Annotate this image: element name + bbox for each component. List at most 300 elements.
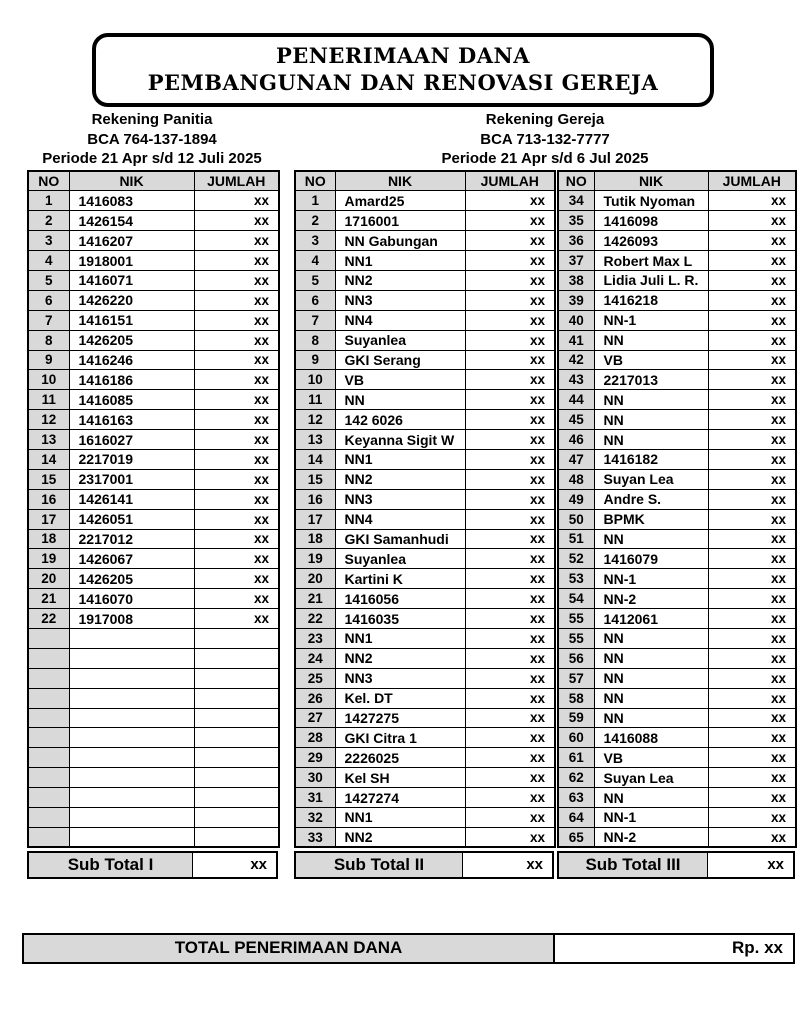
row-no: 64 [558,808,594,828]
table-row [558,788,796,808]
row-no: 16 [28,489,69,509]
row-jumlah: xx [708,569,796,589]
table-row [558,489,796,509]
row-no [28,688,69,708]
row-jumlah: xx [194,489,279,509]
row-no: 9 [28,350,69,370]
row-nik: NN2 [335,469,465,489]
row-no: 14 [295,449,335,469]
row-jumlah: xx [465,529,555,549]
row-nik: Suyan Lea [594,768,708,788]
row-no: 3 [295,231,335,251]
row-no: 48 [558,469,594,489]
row-no: 42 [558,350,594,370]
account-header-gereja [295,110,795,169]
table-row [295,748,555,768]
table-row [28,688,279,708]
column-header-jumlah: JUMLAH [465,171,555,191]
table-row [295,191,555,211]
row-no: 23 [295,628,335,648]
grand-total-value: Rp. xx [731,938,783,957]
row-no: 22 [295,609,335,629]
row-no: 52 [558,549,594,569]
row-nik: NN [594,390,708,410]
row-nik: 1716001 [335,211,465,231]
table-row [28,231,279,251]
table-row [558,350,796,370]
row-nik: NN1 [335,628,465,648]
row-no: 18 [28,529,69,549]
row-nik: NN [594,628,708,648]
table-row [28,310,279,330]
row-jumlah: xx [465,648,555,668]
row-no [28,708,69,728]
row-jumlah: xx [465,211,555,231]
row-no: 1 [295,191,335,211]
row-jumlah: xx [194,449,279,469]
row-nik: 1416035 [335,609,465,629]
row-jumlah: xx [465,569,555,589]
row-no: 38 [558,270,594,290]
table-row [558,410,796,430]
table-row [558,310,796,330]
row-jumlah: xx [194,529,279,549]
table-row [28,529,279,549]
account-period: Periode 21 Apr s/d 12 Juli 2025 [42,150,262,167]
row-nik [69,628,194,648]
row-nik: 1426205 [69,330,194,350]
row-nik: NN3 [335,489,465,509]
row-jumlah: xx [708,270,796,290]
row-jumlah: xx [708,290,796,310]
row-nik [69,648,194,668]
row-jumlah: xx [465,748,555,768]
table-row [28,628,279,648]
table-row [558,191,796,211]
row-jumlah: xx [708,509,796,529]
row-nik: VB [594,748,708,768]
table-row [295,350,555,370]
row-nik [69,748,194,768]
table-row [28,708,279,728]
table-row [558,270,796,290]
row-no: 31 [295,788,335,808]
row-jumlah: xx [465,509,555,529]
row-jumlah [194,648,279,668]
row-no: 63 [558,788,594,808]
row-jumlah: xx [194,211,279,231]
row-jumlah: xx [194,350,279,370]
row-no: 27 [295,708,335,728]
table-row [28,489,279,509]
table-row [295,648,555,668]
table-row [295,270,555,290]
account-header-panitia [20,110,284,169]
row-jumlah [194,728,279,748]
row-jumlah: xx [465,688,555,708]
table-row [28,191,279,211]
row-nik: Andre S. [594,489,708,509]
row-no: 7 [295,310,335,330]
table-row [28,469,279,489]
table-row [28,251,279,271]
row-nik: 1426051 [69,509,194,529]
row-jumlah: xx [465,290,555,310]
table-column-1 [27,170,278,879]
row-no: 12 [295,410,335,430]
table-row [558,609,796,629]
table-row [295,509,555,529]
table-row [28,648,279,668]
row-no: 10 [295,370,335,390]
row-nik: 1416083 [69,191,194,211]
table-row [295,231,555,251]
row-no: 30 [295,768,335,788]
document-title-line-1: PENERIMAAN DANA [275,43,531,68]
row-jumlah: xx [708,808,796,828]
row-no: 20 [28,569,69,589]
row-nik: NN-2 [594,589,708,609]
table-row [28,270,279,290]
row-no: 1 [28,191,69,211]
row-nik: VB [594,350,708,370]
row-jumlah: xx [708,370,796,390]
row-nik: Suyan Lea [594,469,708,489]
row-no: 37 [558,251,594,271]
row-no: 61 [558,748,594,768]
column-header-no: NO [28,171,69,191]
account-name: Rekening Panitia [91,111,213,128]
table-row [28,668,279,688]
document-title-line-2: PEMBANGUNAN DAN RENOVASI GEREJA [147,70,659,95]
row-jumlah: xx [465,808,555,828]
row-nik: Lidia Juli L. R. [594,270,708,290]
row-no: 46 [558,430,594,450]
table-row [28,827,279,847]
row-jumlah: xx [194,310,279,330]
row-no: 22 [28,609,69,629]
row-no: 43 [558,370,594,390]
row-jumlah: xx [708,529,796,549]
row-nik: 1426154 [69,211,194,231]
table-row [558,728,796,748]
row-jumlah: xx [194,509,279,529]
row-jumlah [194,788,279,808]
table-row [295,589,555,609]
column-header-nik: NIK [594,171,708,191]
row-no: 4 [295,251,335,271]
row-no: 5 [295,270,335,290]
row-no: 60 [558,728,594,748]
row-no: 44 [558,390,594,410]
row-nik: Kel. DT [335,688,465,708]
table-row [295,370,555,390]
row-nik: 1416186 [69,370,194,390]
table-row [558,211,796,231]
row-jumlah: xx [708,449,796,469]
row-no [28,668,69,688]
row-jumlah [194,768,279,788]
row-nik: 1416070 [69,589,194,609]
row-nik: NN [594,708,708,728]
row-nik: NN Gabungan [335,231,465,251]
row-jumlah: xx [194,569,279,589]
subtotal-row-2 [294,851,554,879]
row-jumlah: xx [708,410,796,430]
table-row [295,251,555,271]
table-row [28,330,279,350]
row-nik: NN1 [335,808,465,828]
table-row [295,827,555,847]
row-jumlah [194,708,279,728]
row-nik: 1426220 [69,290,194,310]
column-header-jumlah: JUMLAH [194,171,279,191]
row-no: 24 [295,648,335,668]
row-jumlah: xx [708,589,796,609]
table-row [558,808,796,828]
table-row [295,410,555,430]
row-jumlah: xx [194,251,279,271]
row-jumlah: xx [465,489,555,509]
table-row [28,410,279,430]
table-row [28,211,279,231]
table-row [295,708,555,728]
row-jumlah: xx [708,231,796,251]
row-nik: 2217013 [594,370,708,390]
row-jumlah: xx [465,449,555,469]
row-nik: NN-1 [594,310,708,330]
row-jumlah: xx [708,768,796,788]
row-nik: 1416182 [594,449,708,469]
table-row [558,430,796,450]
table-row [558,549,796,569]
row-nik: 1918001 [69,251,194,271]
table-row [558,449,796,469]
row-nik: NN [335,390,465,410]
column-header-jumlah: JUMLAH [708,171,796,191]
row-jumlah: xx [465,310,555,330]
row-no: 7 [28,310,69,330]
row-nik [69,728,194,748]
table-row [295,330,555,350]
row-nik [69,708,194,728]
table-row [28,509,279,529]
row-jumlah: xx [465,549,555,569]
row-nik: 2317001 [69,469,194,489]
table-row [28,768,279,788]
row-nik: 2217019 [69,449,194,469]
row-nik: NN [594,330,708,350]
row-no [28,748,69,768]
row-jumlah: xx [465,609,555,629]
row-no: 19 [295,549,335,569]
row-nik: Suyanlea [335,549,465,569]
row-nik: NN [594,430,708,450]
account-number: BCA 764-137-1894 [87,130,217,148]
row-nik: NN [594,529,708,549]
account-name: Rekening Gereja [485,111,605,128]
row-nik: NN [594,648,708,668]
row-nik: NN-1 [594,569,708,589]
row-jumlah: xx [708,688,796,708]
row-no: 13 [28,430,69,450]
row-jumlah: xx [465,231,555,251]
row-jumlah: xx [465,270,555,290]
table-row [558,748,796,768]
table-row [28,549,279,569]
row-no: 33 [295,827,335,847]
subtotal-label: Sub Total II [296,853,463,877]
row-jumlah: xx [465,370,555,390]
table-row [28,609,279,629]
row-jumlah: xx [465,469,555,489]
row-nik [69,788,194,808]
row-jumlah: xx [708,609,796,629]
row-jumlah: xx [465,350,555,370]
row-no [28,808,69,828]
row-no: 50 [558,509,594,529]
row-jumlah: xx [708,350,796,370]
row-nik: NN [594,788,708,808]
row-jumlah: xx [194,430,279,450]
header-row [558,171,796,191]
table-row [295,469,555,489]
row-nik: VB [335,370,465,390]
row-no: 19 [28,549,69,569]
row-no: 28 [295,728,335,748]
row-nik: Kartini K [335,569,465,589]
table-row [558,251,796,271]
row-jumlah: xx [708,330,796,350]
row-nik: NN1 [335,251,465,271]
row-nik: 1416163 [69,410,194,430]
row-no: 6 [295,290,335,310]
row-no: 53 [558,569,594,589]
row-jumlah [194,668,279,688]
table-row [558,231,796,251]
row-no: 45 [558,410,594,430]
table-row [295,688,555,708]
table-row [558,290,796,310]
table-column-3 [557,170,795,879]
row-nik: GKI Citra 1 [335,728,465,748]
table-row [558,648,796,668]
row-jumlah: xx [708,390,796,410]
table-row [295,390,555,410]
account-number: BCA 713-132-7777 [480,130,610,148]
table-row [28,748,279,768]
row-jumlah: xx [194,330,279,350]
row-nik: NN4 [335,310,465,330]
row-jumlah: xx [708,549,796,569]
row-no [28,628,69,648]
table-row [28,350,279,370]
row-jumlah: xx [465,251,555,271]
row-nik: 1416071 [69,270,194,290]
row-nik [69,808,194,828]
row-jumlah: xx [708,788,796,808]
row-nik: NN4 [335,509,465,529]
table-row [295,788,555,808]
row-jumlah: xx [465,768,555,788]
row-no: 29 [295,748,335,768]
header-row [28,171,279,191]
row-no [28,648,69,668]
row-no [28,827,69,847]
row-jumlah: xx [465,410,555,430]
table-row [28,569,279,589]
table-row [295,549,555,569]
row-nik: NN-2 [594,827,708,847]
row-no: 49 [558,489,594,509]
row-jumlah: xx [708,827,796,847]
row-no: 13 [295,430,335,450]
row-jumlah [194,688,279,708]
row-jumlah: xx [465,191,555,211]
row-no: 17 [28,509,69,529]
row-nik: NN2 [335,270,465,290]
table-row [558,688,796,708]
row-no: 10 [28,370,69,390]
subtotal-label: Sub Total I [29,853,193,877]
table-column-2 [294,170,554,879]
row-jumlah: xx [708,211,796,231]
table-row [28,728,279,748]
row-no: 62 [558,768,594,788]
row-jumlah: xx [708,489,796,509]
table-row [558,589,796,609]
row-nik: 1416085 [69,390,194,410]
row-jumlah [194,628,279,648]
row-no: 25 [295,668,335,688]
table-row [558,569,796,589]
row-nik: 1416088 [594,728,708,748]
row-nik: Robert Max L [594,251,708,271]
table-row [558,370,796,390]
row-no: 34 [558,191,594,211]
row-nik: 1416246 [69,350,194,370]
row-no: 56 [558,648,594,668]
row-nik: Amard25 [335,191,465,211]
table-row [28,370,279,390]
row-no: 9 [295,350,335,370]
row-no [28,728,69,748]
row-jumlah: xx [465,390,555,410]
row-jumlah: xx [708,648,796,668]
row-jumlah: xx [708,708,796,728]
row-nik: BPMK [594,509,708,529]
table-row [558,708,796,728]
row-no [28,768,69,788]
row-nik: 1416151 [69,310,194,330]
table-row [295,728,555,748]
row-nik: 1416056 [335,589,465,609]
row-jumlah: xx [465,430,555,450]
table-row [295,430,555,450]
account-period: Periode 21 Apr s/d 6 Jul 2025 [441,150,649,167]
row-nik: 1427275 [335,708,465,728]
table-row [295,211,555,231]
column-header-no: NO [295,171,335,191]
row-nik: 1917008 [69,609,194,629]
row-nik: 1426093 [594,231,708,251]
row-jumlah: xx [465,788,555,808]
table-row [28,808,279,828]
donation-table-3 [557,170,797,848]
row-no: 41 [558,330,594,350]
row-nik: 1416218 [594,290,708,310]
table-row [558,628,796,648]
